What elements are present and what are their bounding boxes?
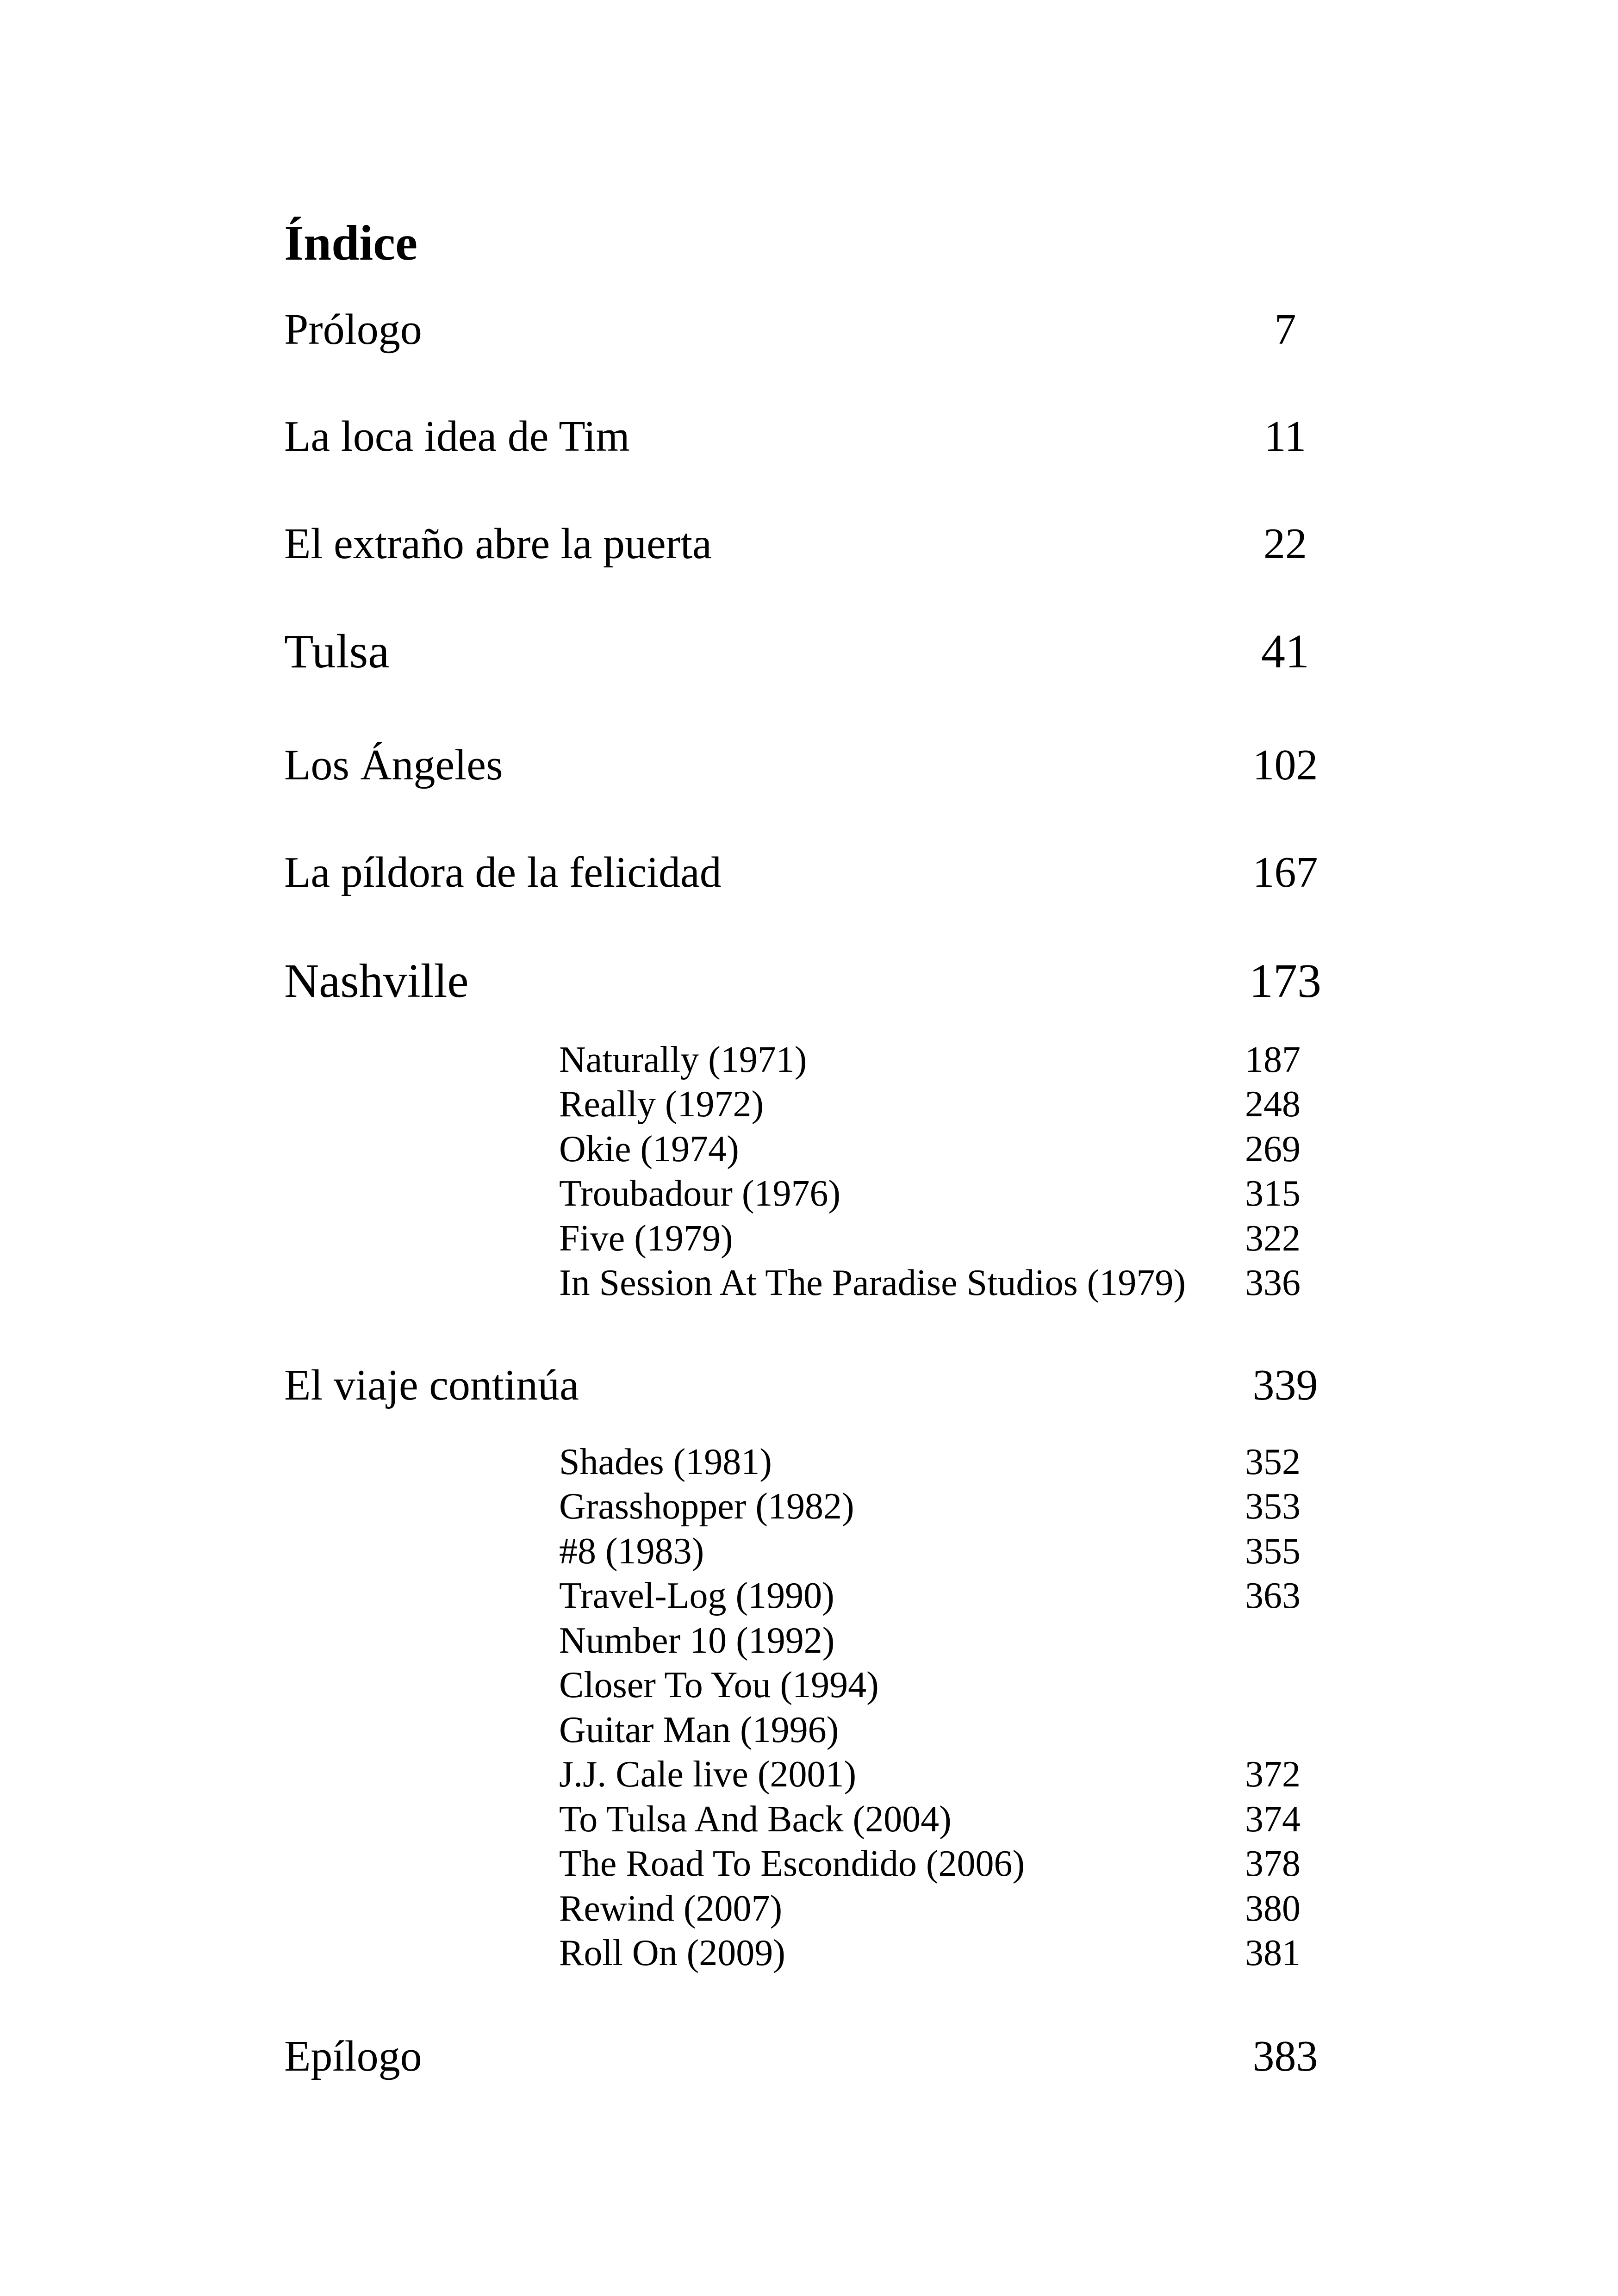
entry-title: La loca idea de Tim (284, 412, 630, 460)
album-title: Grasshopper (1982) (559, 1486, 854, 1527)
album-title: Rewind (2007) (559, 1888, 783, 1929)
nashville-album-list (559, 1038, 1346, 1306)
toc-entry[interactable] (284, 304, 1326, 355)
entry-page-number: 173 (1249, 954, 1321, 1008)
album-entry[interactable] (559, 1485, 1346, 1530)
album-page-number: 248 (1245, 1084, 1301, 1125)
album-title: Roll On (2009) (559, 1933, 785, 1974)
entry-page-number: 11 (1264, 412, 1307, 460)
album-title: Number 10 (1992) (559, 1620, 835, 1661)
album-title: The Road To Escondido (2006) (559, 1843, 1025, 1885)
album-page-number: 372 (1245, 1754, 1301, 1795)
album-page-number: 381 (1245, 1933, 1301, 1974)
album-title: Closer To You (1994) (559, 1665, 879, 1706)
toc-entry[interactable] (284, 626, 1326, 677)
album-title: Troubadour (1976) (559, 1173, 841, 1214)
album-page-number: 378 (1245, 1843, 1301, 1885)
album-title: J.J. Cale live (2001) (559, 1754, 857, 1795)
album-entry[interactable] (559, 1216, 1346, 1261)
album-entry[interactable] (559, 1708, 1346, 1753)
album-entry[interactable] (559, 1663, 1346, 1708)
toc-entry[interactable] (284, 740, 1326, 790)
toc-entry[interactable] (284, 847, 1326, 898)
entry-title: Nashville (284, 954, 469, 1008)
album-entry[interactable] (559, 1618, 1346, 1663)
album-page-number: 336 (1245, 1263, 1301, 1304)
album-entry[interactable] (559, 1440, 1346, 1485)
album-title: Guitar Man (1996) (559, 1709, 839, 1750)
entry-page-number: 102 (1252, 741, 1318, 789)
album-entry[interactable] (559, 1753, 1346, 1798)
album-entry[interactable] (559, 1931, 1346, 1976)
entry-title: La píldora de la felicidad (284, 848, 722, 896)
viaje-album-list (559, 1440, 1346, 1976)
toc-entry[interactable] (284, 2031, 1326, 2082)
album-page-number: 322 (1245, 1218, 1301, 1259)
album-entry[interactable] (559, 1842, 1346, 1887)
album-title: Five (1979) (559, 1218, 733, 1259)
entry-page-number: 167 (1252, 848, 1318, 896)
album-entry[interactable] (559, 1127, 1346, 1172)
album-page-number: 269 (1245, 1128, 1301, 1170)
album-entry[interactable] (559, 1797, 1346, 1842)
album-title: Naturally (1971) (559, 1039, 807, 1080)
toc-entry[interactable] (284, 518, 1326, 569)
album-title: Really (1972) (559, 1084, 764, 1125)
page-title: Índice (284, 216, 418, 271)
album-title: Okie (1974) (559, 1128, 739, 1170)
album-entry[interactable] (559, 1172, 1346, 1217)
entry-page-number: 339 (1252, 1361, 1318, 1409)
entry-title: El viaje continúa (284, 1361, 579, 1409)
entry-title: El extraño abre la puerta (284, 520, 712, 568)
album-entry[interactable] (559, 1574, 1346, 1619)
album-title: #8 (1983) (559, 1531, 704, 1572)
album-entry[interactable] (559, 1886, 1346, 1931)
album-entry[interactable] (559, 1261, 1346, 1306)
entry-page-number: 41 (1261, 624, 1309, 678)
entry-page-number: 7 (1274, 305, 1296, 354)
entry-title: Prólogo (284, 305, 422, 354)
album-page-number: 380 (1245, 1888, 1301, 1929)
album-page-number: 187 (1245, 1039, 1301, 1080)
album-entry[interactable] (559, 1529, 1346, 1574)
entry-title: Los Ángeles (284, 741, 503, 789)
toc-entry[interactable] (284, 1360, 1326, 1411)
album-page-number: 374 (1245, 1798, 1301, 1840)
album-title: To Tulsa And Back (2004) (559, 1798, 952, 1840)
toc-entry[interactable] (284, 955, 1326, 1006)
album-title: In Session At The Paradise Studios (1979) (559, 1263, 1186, 1304)
album-entry[interactable] (559, 1038, 1346, 1083)
album-page-number: 315 (1245, 1173, 1301, 1214)
toc-entry[interactable] (284, 411, 1326, 462)
entry-title: Epílogo (284, 2032, 422, 2080)
entry-page-number: 22 (1263, 520, 1307, 568)
album-entry[interactable] (559, 1083, 1346, 1127)
album-title: Shades (1981) (559, 1441, 772, 1482)
entry-page-number: 383 (1252, 2032, 1318, 2080)
album-page-number: 363 (1245, 1575, 1301, 1617)
album-title: Travel-Log (1990) (559, 1575, 834, 1617)
album-page-number: 352 (1245, 1441, 1301, 1482)
entry-title: Tulsa (284, 624, 390, 678)
album-page-number: 353 (1245, 1486, 1301, 1527)
album-page-number: 355 (1245, 1531, 1301, 1572)
